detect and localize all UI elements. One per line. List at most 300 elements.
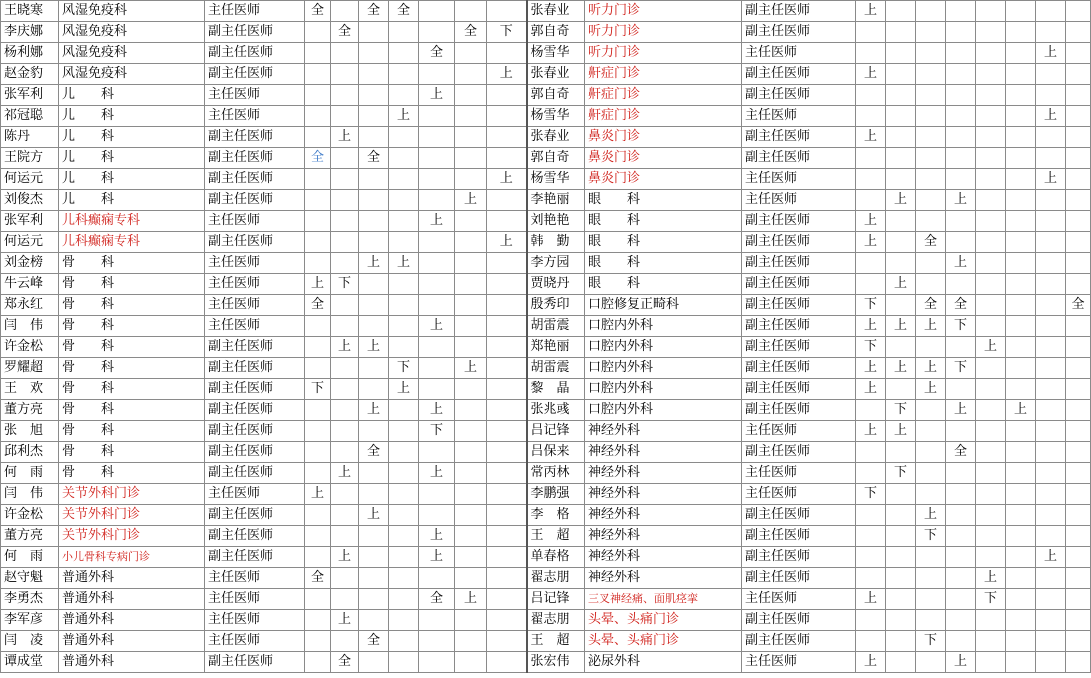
left-department: 骨 科 bbox=[59, 316, 205, 337]
right-schedule-slot bbox=[1066, 253, 1091, 274]
left-schedule-slot bbox=[305, 85, 331, 106]
right-schedule-slot bbox=[886, 652, 916, 673]
right-schedule-slot bbox=[976, 22, 1006, 43]
left-doctor-name: 张军利 bbox=[1, 211, 59, 232]
schedule-row bbox=[1, 400, 1091, 421]
right-schedule-slot bbox=[976, 442, 1006, 463]
right-schedule-slot bbox=[1036, 631, 1066, 652]
right-schedule-slot bbox=[1066, 379, 1091, 400]
right-schedule-slot bbox=[976, 652, 1006, 673]
left-schedule-slot bbox=[331, 169, 359, 190]
left-schedule-slot bbox=[359, 295, 389, 316]
left-schedule-slot bbox=[331, 442, 359, 463]
right-department: 口腔内外科 bbox=[585, 379, 742, 400]
right-schedule-slot bbox=[1036, 64, 1066, 85]
right-schedule-slot bbox=[1006, 43, 1036, 64]
left-schedule-slot bbox=[455, 1, 487, 22]
right-schedule-slot: 上 bbox=[946, 652, 976, 673]
schedule-row bbox=[1, 274, 1091, 295]
right-schedule-slot bbox=[976, 421, 1006, 442]
right-schedule-slot bbox=[886, 547, 916, 568]
left-doctor-title: 主任医师 bbox=[205, 316, 305, 337]
right-schedule-slot bbox=[916, 169, 946, 190]
left-department: 风湿免疫科 bbox=[59, 43, 205, 64]
right-doctor-name: 张兆彧 bbox=[527, 400, 585, 421]
left-schedule-slot bbox=[389, 169, 419, 190]
left-schedule-slot bbox=[305, 442, 331, 463]
right-schedule-slot bbox=[976, 232, 1006, 253]
right-schedule-slot: 下 bbox=[946, 358, 976, 379]
right-doctor-title: 副主任医师 bbox=[742, 232, 856, 253]
left-doctor-name: 董方亮 bbox=[1, 400, 59, 421]
right-schedule-slot bbox=[1006, 610, 1036, 631]
right-schedule-slot bbox=[976, 211, 1006, 232]
left-doctor-name: 王晓寒 bbox=[1, 1, 59, 22]
right-schedule-slot bbox=[1066, 22, 1091, 43]
left-schedule-slot bbox=[389, 148, 419, 169]
left-schedule-slot bbox=[389, 316, 419, 337]
schedule-row bbox=[1, 190, 1091, 211]
left-doctor-title: 副主任医师 bbox=[205, 379, 305, 400]
left-schedule-slot bbox=[487, 253, 527, 274]
right-schedule-slot bbox=[1066, 589, 1091, 610]
left-department: 普通外科 bbox=[59, 568, 205, 589]
right-schedule-slot: 上 bbox=[916, 316, 946, 337]
right-schedule-slot bbox=[976, 127, 1006, 148]
left-department: 儿 科 bbox=[59, 148, 205, 169]
left-schedule-slot bbox=[359, 547, 389, 568]
right-doctor-name: 李 格 bbox=[527, 505, 585, 526]
left-schedule-slot bbox=[389, 484, 419, 505]
right-schedule-slot bbox=[916, 568, 946, 589]
right-doctor-name: 贾晓丹 bbox=[527, 274, 585, 295]
right-schedule-slot bbox=[1006, 358, 1036, 379]
left-schedule-slot bbox=[419, 631, 455, 652]
right-schedule-slot bbox=[1036, 127, 1066, 148]
left-schedule-slot bbox=[487, 463, 527, 484]
right-schedule-slot bbox=[856, 442, 886, 463]
right-schedule-slot: 下 bbox=[916, 631, 946, 652]
left-schedule-slot bbox=[331, 85, 359, 106]
left-schedule-slot: 上 bbox=[455, 589, 487, 610]
left-schedule-slot bbox=[331, 1, 359, 22]
left-schedule-slot bbox=[389, 337, 419, 358]
right-schedule-slot: 下 bbox=[856, 484, 886, 505]
left-schedule-slot bbox=[419, 610, 455, 631]
left-doctor-title: 主任医师 bbox=[205, 295, 305, 316]
right-schedule-slot bbox=[1066, 400, 1091, 421]
right-schedule-slot bbox=[856, 610, 886, 631]
right-schedule-slot bbox=[886, 589, 916, 610]
left-schedule-slot bbox=[305, 652, 331, 673]
right-schedule-slot bbox=[976, 505, 1006, 526]
right-schedule-slot bbox=[886, 337, 916, 358]
left-department: 骨 科 bbox=[59, 337, 205, 358]
right-schedule-slot bbox=[916, 610, 946, 631]
left-schedule-slot bbox=[331, 379, 359, 400]
right-doctor-name: 王 超 bbox=[527, 631, 585, 652]
right-schedule-slot: 全 bbox=[916, 295, 946, 316]
left-schedule-slot bbox=[389, 127, 419, 148]
right-schedule-slot bbox=[946, 148, 976, 169]
right-schedule-slot bbox=[916, 547, 946, 568]
left-schedule-slot bbox=[389, 505, 419, 526]
left-schedule-slot bbox=[455, 484, 487, 505]
right-schedule-slot: 下 bbox=[946, 316, 976, 337]
left-schedule-slot bbox=[359, 64, 389, 85]
left-schedule-slot bbox=[305, 43, 331, 64]
right-schedule-slot bbox=[1006, 295, 1036, 316]
right-schedule-slot bbox=[886, 568, 916, 589]
right-department: 鼻炎门诊 bbox=[585, 148, 742, 169]
right-doctor-name: 郭自奇 bbox=[527, 22, 585, 43]
left-doctor-title: 副主任医师 bbox=[205, 442, 305, 463]
right-schedule-slot bbox=[1006, 64, 1036, 85]
right-schedule-slot bbox=[1036, 253, 1066, 274]
right-schedule-slot bbox=[856, 43, 886, 64]
left-schedule-slot: 下 bbox=[305, 379, 331, 400]
left-department: 风湿免疫科 bbox=[59, 22, 205, 43]
left-schedule-slot bbox=[419, 358, 455, 379]
right-doctor-name: 张春业 bbox=[527, 127, 585, 148]
left-schedule-slot bbox=[305, 610, 331, 631]
right-doctor-title: 副主任医师 bbox=[742, 85, 856, 106]
left-doctor-name: 李勇杰 bbox=[1, 589, 59, 610]
right-schedule-slot bbox=[976, 274, 1006, 295]
right-schedule-slot: 上 bbox=[916, 358, 946, 379]
left-schedule-slot bbox=[305, 358, 331, 379]
left-schedule-slot: 全 bbox=[305, 148, 331, 169]
schedule-row bbox=[1, 484, 1091, 505]
schedule-row bbox=[1, 148, 1091, 169]
left-schedule-slot bbox=[455, 400, 487, 421]
right-schedule-slot bbox=[856, 547, 886, 568]
right-schedule-slot bbox=[1066, 505, 1091, 526]
left-schedule-slot bbox=[331, 106, 359, 127]
right-doctor-title: 副主任医师 bbox=[742, 400, 856, 421]
right-schedule-slot bbox=[886, 610, 916, 631]
right-schedule-slot bbox=[1066, 148, 1091, 169]
right-department: 鼻炎门诊 bbox=[585, 169, 742, 190]
left-schedule-slot bbox=[455, 547, 487, 568]
right-schedule-slot bbox=[976, 547, 1006, 568]
right-schedule-slot bbox=[886, 169, 916, 190]
left-schedule-slot bbox=[359, 610, 389, 631]
right-doctor-name: 翟志朋 bbox=[527, 568, 585, 589]
right-doctor-name: 杨雪华 bbox=[527, 106, 585, 127]
left-doctor-title: 副主任医师 bbox=[205, 652, 305, 673]
right-schedule-slot bbox=[886, 526, 916, 547]
schedule-row bbox=[1, 253, 1091, 274]
left-doctor-name: 何 雨 bbox=[1, 547, 59, 568]
left-schedule-slot bbox=[359, 568, 389, 589]
left-schedule-slot bbox=[487, 148, 527, 169]
left-doctor-title: 主任医师 bbox=[205, 589, 305, 610]
right-schedule-slot: 上 bbox=[1036, 547, 1066, 568]
schedule-row bbox=[1, 589, 1091, 610]
right-schedule-slot: 上 bbox=[856, 232, 886, 253]
right-schedule-slot bbox=[1036, 379, 1066, 400]
left-schedule-slot bbox=[419, 379, 455, 400]
right-schedule-slot bbox=[1006, 106, 1036, 127]
left-schedule-slot: 全 bbox=[305, 568, 331, 589]
left-department: 儿 科 bbox=[59, 169, 205, 190]
left-schedule-slot bbox=[455, 379, 487, 400]
left-doctor-name: 王院方 bbox=[1, 148, 59, 169]
right-department: 听力门诊 bbox=[585, 1, 742, 22]
left-doctor-name: 何运元 bbox=[1, 232, 59, 253]
left-schedule-slot bbox=[305, 421, 331, 442]
right-schedule-slot bbox=[976, 1, 1006, 22]
left-doctor-title: 副主任医师 bbox=[205, 421, 305, 442]
right-department: 神经外科 bbox=[585, 484, 742, 505]
left-schedule-slot: 上 bbox=[419, 316, 455, 337]
right-department: 鼻炎门诊 bbox=[585, 127, 742, 148]
right-schedule-slot bbox=[1036, 22, 1066, 43]
left-schedule-slot bbox=[331, 358, 359, 379]
right-schedule-slot bbox=[946, 85, 976, 106]
right-schedule-slot bbox=[1036, 211, 1066, 232]
left-schedule-slot bbox=[389, 400, 419, 421]
schedule-row bbox=[1, 505, 1091, 526]
right-schedule-slot bbox=[946, 64, 976, 85]
right-doctor-name: 李艳丽 bbox=[527, 190, 585, 211]
left-schedule-slot: 上 bbox=[487, 64, 527, 85]
left-doctor-name: 闫 伟 bbox=[1, 316, 59, 337]
left-schedule-slot: 上 bbox=[331, 547, 359, 568]
left-schedule-slot: 上 bbox=[419, 211, 455, 232]
right-department: 三叉神经痛、面肌痉挛 bbox=[585, 589, 742, 610]
left-schedule-slot: 上 bbox=[331, 127, 359, 148]
right-schedule-slot: 上 bbox=[976, 568, 1006, 589]
right-schedule-slot bbox=[886, 127, 916, 148]
left-schedule-slot: 上 bbox=[487, 169, 527, 190]
left-schedule-slot bbox=[305, 106, 331, 127]
left-schedule-slot bbox=[389, 22, 419, 43]
right-schedule-slot bbox=[1066, 1, 1091, 22]
right-schedule-slot bbox=[1036, 589, 1066, 610]
right-schedule-slot bbox=[916, 43, 946, 64]
left-schedule-slot bbox=[419, 22, 455, 43]
right-schedule-slot bbox=[1006, 505, 1036, 526]
left-schedule-slot: 下 bbox=[419, 421, 455, 442]
left-schedule-slot bbox=[419, 568, 455, 589]
left-schedule-slot bbox=[305, 316, 331, 337]
right-schedule-slot bbox=[1006, 127, 1036, 148]
left-schedule-slot bbox=[419, 169, 455, 190]
left-department: 风湿免疫科 bbox=[59, 64, 205, 85]
right-schedule-slot bbox=[946, 211, 976, 232]
right-schedule-slot bbox=[1066, 316, 1091, 337]
right-schedule-slot: 上 bbox=[856, 64, 886, 85]
left-schedule-slot bbox=[487, 358, 527, 379]
left-schedule-slot bbox=[331, 505, 359, 526]
left-schedule-slot: 全 bbox=[331, 22, 359, 43]
right-schedule-slot bbox=[1036, 337, 1066, 358]
left-doctor-title: 副主任医师 bbox=[205, 169, 305, 190]
right-schedule-slot bbox=[1066, 610, 1091, 631]
left-schedule-slot bbox=[305, 526, 331, 547]
right-schedule-slot bbox=[856, 169, 886, 190]
left-doctor-name: 闫 凌 bbox=[1, 631, 59, 652]
left-schedule-slot bbox=[455, 253, 487, 274]
right-schedule-slot bbox=[886, 484, 916, 505]
left-schedule-slot: 全 bbox=[419, 589, 455, 610]
right-schedule-slot bbox=[1006, 148, 1036, 169]
schedule-row bbox=[1, 337, 1091, 358]
left-department: 关节外科门诊 bbox=[59, 505, 205, 526]
left-schedule-slot bbox=[487, 295, 527, 316]
left-department: 儿 科 bbox=[59, 190, 205, 211]
right-schedule-slot bbox=[1066, 169, 1091, 190]
right-department: 眼 科 bbox=[585, 274, 742, 295]
right-schedule-slot bbox=[916, 274, 946, 295]
left-schedule-slot: 上 bbox=[455, 358, 487, 379]
left-doctor-name: 邱利杰 bbox=[1, 442, 59, 463]
right-schedule-slot bbox=[1006, 631, 1036, 652]
left-doctor-name: 闫 伟 bbox=[1, 484, 59, 505]
right-schedule-slot bbox=[1036, 421, 1066, 442]
left-schedule-slot bbox=[419, 442, 455, 463]
right-schedule-slot: 全 bbox=[1066, 295, 1091, 316]
left-department: 关节外科门诊 bbox=[59, 484, 205, 505]
schedule-row bbox=[1, 631, 1091, 652]
right-schedule-slot bbox=[1006, 463, 1036, 484]
right-department: 鼾症门诊 bbox=[585, 106, 742, 127]
right-schedule-slot bbox=[1066, 463, 1091, 484]
left-schedule-slot bbox=[359, 358, 389, 379]
left-schedule-slot bbox=[305, 232, 331, 253]
left-schedule-slot bbox=[331, 190, 359, 211]
right-doctor-name: 郑艳丽 bbox=[527, 337, 585, 358]
left-doctor-name: 王 欢 bbox=[1, 379, 59, 400]
left-schedule-slot: 上 bbox=[331, 463, 359, 484]
right-schedule-slot bbox=[946, 127, 976, 148]
left-schedule-slot bbox=[331, 43, 359, 64]
left-schedule-slot bbox=[455, 211, 487, 232]
left-department: 普通外科 bbox=[59, 589, 205, 610]
right-schedule-slot bbox=[1066, 127, 1091, 148]
schedule-row bbox=[1, 127, 1091, 148]
left-schedule-slot bbox=[455, 526, 487, 547]
right-schedule-slot bbox=[916, 421, 946, 442]
left-schedule-slot bbox=[331, 295, 359, 316]
right-department: 神经外科 bbox=[585, 505, 742, 526]
left-schedule-slot bbox=[419, 127, 455, 148]
left-schedule-slot bbox=[389, 610, 419, 631]
right-department: 神经外科 bbox=[585, 421, 742, 442]
left-schedule-slot: 全 bbox=[305, 295, 331, 316]
right-schedule-slot bbox=[1066, 421, 1091, 442]
schedule-row bbox=[1, 358, 1091, 379]
right-doctor-title: 主任医师 bbox=[742, 589, 856, 610]
schedule-row bbox=[1, 85, 1091, 106]
left-doctor-name: 何运元 bbox=[1, 169, 59, 190]
right-doctor-title: 副主任医师 bbox=[742, 568, 856, 589]
left-schedule-slot bbox=[487, 505, 527, 526]
left-schedule-slot bbox=[487, 610, 527, 631]
left-doctor-name: 张军利 bbox=[1, 85, 59, 106]
right-schedule-slot bbox=[1036, 484, 1066, 505]
schedule-row bbox=[1, 421, 1091, 442]
right-schedule-slot bbox=[886, 505, 916, 526]
right-schedule-slot bbox=[1036, 526, 1066, 547]
right-doctor-title: 副主任医师 bbox=[742, 253, 856, 274]
right-schedule-slot: 上 bbox=[916, 505, 946, 526]
left-schedule-slot bbox=[389, 190, 419, 211]
right-schedule-slot bbox=[1006, 337, 1036, 358]
left-schedule-slot: 上 bbox=[389, 253, 419, 274]
right-schedule-slot bbox=[1066, 211, 1091, 232]
left-schedule-slot bbox=[359, 106, 389, 127]
left-department: 儿 科 bbox=[59, 127, 205, 148]
right-department: 眼 科 bbox=[585, 211, 742, 232]
right-schedule-slot bbox=[1066, 85, 1091, 106]
left-doctor-title: 主任医师 bbox=[205, 85, 305, 106]
left-doctor-title: 主任医师 bbox=[205, 106, 305, 127]
left-schedule-slot bbox=[389, 211, 419, 232]
right-schedule-slot bbox=[1036, 652, 1066, 673]
left-department: 儿科癫痫专科 bbox=[59, 211, 205, 232]
right-doctor-name: 吕记锋 bbox=[527, 589, 585, 610]
left-schedule-slot bbox=[305, 169, 331, 190]
right-schedule-slot bbox=[886, 232, 916, 253]
right-doctor-name: 韩 勤 bbox=[527, 232, 585, 253]
right-doctor-title: 副主任医师 bbox=[742, 337, 856, 358]
schedule-row bbox=[1, 526, 1091, 547]
left-schedule-slot bbox=[389, 232, 419, 253]
right-doctor-title: 副主任医师 bbox=[742, 64, 856, 85]
left-schedule-slot bbox=[331, 232, 359, 253]
left-doctor-title: 副主任医师 bbox=[205, 547, 305, 568]
left-schedule-slot bbox=[487, 631, 527, 652]
left-schedule-slot bbox=[305, 400, 331, 421]
left-schedule-slot bbox=[455, 505, 487, 526]
right-schedule-slot bbox=[1036, 85, 1066, 106]
left-doctor-name: 李庆娜 bbox=[1, 22, 59, 43]
right-doctor-title: 主任医师 bbox=[742, 169, 856, 190]
left-schedule-slot bbox=[455, 274, 487, 295]
left-doctor-name: 陈丹 bbox=[1, 127, 59, 148]
left-schedule-slot bbox=[487, 316, 527, 337]
left-department: 骨 科 bbox=[59, 274, 205, 295]
right-schedule-slot bbox=[1066, 43, 1091, 64]
right-schedule-slot bbox=[916, 22, 946, 43]
left-schedule-slot bbox=[389, 64, 419, 85]
right-schedule-slot: 上 bbox=[1036, 106, 1066, 127]
right-doctor-title: 副主任医师 bbox=[742, 358, 856, 379]
right-schedule-slot: 上 bbox=[1006, 400, 1036, 421]
right-schedule-slot bbox=[1006, 589, 1036, 610]
right-schedule-slot bbox=[886, 106, 916, 127]
schedule-row bbox=[1, 463, 1091, 484]
left-doctor-name: 杨利娜 bbox=[1, 43, 59, 64]
right-doctor-title: 副主任医师 bbox=[742, 379, 856, 400]
right-doctor-name: 刘艳艳 bbox=[527, 211, 585, 232]
right-schedule-slot: 上 bbox=[886, 358, 916, 379]
left-schedule-slot bbox=[305, 22, 331, 43]
right-schedule-slot bbox=[946, 379, 976, 400]
left-doctor-name: 许金松 bbox=[1, 505, 59, 526]
right-schedule-slot bbox=[856, 190, 886, 211]
left-schedule-slot: 上 bbox=[487, 232, 527, 253]
right-schedule-slot bbox=[856, 274, 886, 295]
right-schedule-slot bbox=[946, 106, 976, 127]
right-department: 鼾症门诊 bbox=[585, 64, 742, 85]
left-schedule-slot bbox=[331, 484, 359, 505]
right-schedule-slot bbox=[976, 484, 1006, 505]
right-schedule-slot bbox=[946, 526, 976, 547]
